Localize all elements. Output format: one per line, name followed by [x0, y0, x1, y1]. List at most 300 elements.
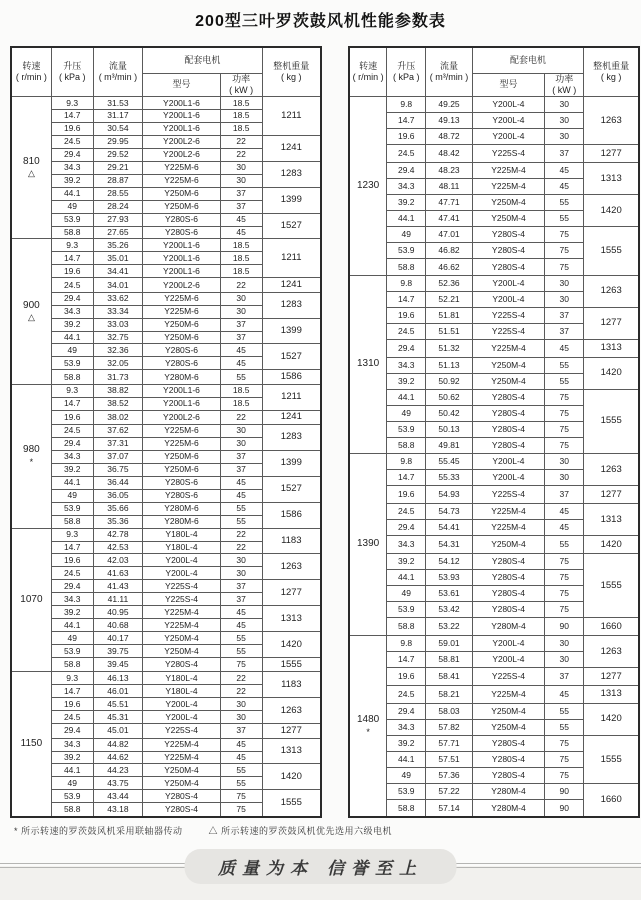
model-cell: Y225M-4: [472, 163, 545, 179]
power-cell: 18.5: [220, 252, 262, 265]
pressure-cell: 14.7: [387, 470, 426, 486]
power-cell: 75: [545, 602, 584, 618]
power-cell: 30: [220, 174, 262, 187]
power-cell: 30: [545, 113, 584, 129]
power-cell: 18.5: [220, 97, 262, 110]
flow-cell: 50.92: [426, 373, 472, 389]
model-cell: Y280S-4: [472, 735, 545, 751]
weight-cell: 1263: [262, 698, 321, 724]
model-cell: Y200L-4: [472, 275, 545, 291]
pressure-cell: 34.3: [387, 719, 426, 735]
weight-cell: 1555: [584, 554, 639, 618]
model-cell: Y280S-4: [472, 259, 545, 275]
power-cell: 45: [545, 339, 584, 357]
table-row: [11, 370, 321, 384]
model-cell: Y225M-6: [143, 424, 221, 437]
model-cell: Y280M-6: [143, 502, 221, 515]
model-cell: Y280M-6: [143, 515, 221, 528]
pressure-cell: 29.4: [51, 437, 93, 450]
power-cell: 45: [220, 489, 262, 502]
flow-cell: 41.43: [93, 580, 143, 593]
table-row: [349, 686, 639, 704]
weight-cell: 1313: [262, 738, 321, 764]
power-cell: 55: [220, 645, 262, 658]
model-cell: Y180L-4: [143, 541, 221, 554]
power-cell: 45: [220, 357, 262, 370]
weight-cell: 1420: [584, 357, 639, 389]
flow-cell: 57.51: [426, 752, 472, 768]
power-cell: 22: [220, 685, 262, 698]
flow-cell: 55.33: [426, 470, 472, 486]
flow-cell: 51.81: [426, 307, 472, 323]
model-cell: Y225S-4: [143, 724, 221, 738]
weight-cell: 1263: [584, 636, 639, 668]
power-cell: 75: [545, 752, 584, 768]
power-cell: 45: [545, 163, 584, 179]
model-cell: Y250M-6: [143, 318, 221, 331]
flow-cell: 53.61: [426, 586, 472, 602]
pressure-cell: 53.9: [51, 357, 93, 370]
model-cell: Y225S-4: [472, 668, 545, 686]
pressure-cell: 58.8: [387, 618, 426, 636]
power-cell: 55: [220, 370, 262, 384]
weight-cell: 1527: [262, 344, 321, 370]
pressure-cell: 19.6: [387, 307, 426, 323]
table-row: [11, 187, 321, 200]
flow-cell: 39.45: [93, 658, 143, 672]
weight-cell: 1586: [262, 370, 321, 384]
flow-cell: 57.71: [426, 735, 472, 751]
model-cell: Y225M-4: [143, 606, 221, 619]
flow-cell: 38.02: [93, 410, 143, 424]
weight-cell: 1527: [262, 476, 321, 502]
pressure-cell: 44.1: [51, 619, 93, 632]
table-row: [349, 454, 639, 470]
model-cell: Y280M-4: [472, 800, 545, 817]
table-row: [349, 357, 639, 373]
table-row: [11, 658, 321, 672]
model-cell: Y250M-4: [143, 777, 221, 790]
flow-cell: 44.62: [93, 751, 143, 764]
pressure-cell: 58.8: [387, 259, 426, 275]
flow-cell: 50.13: [426, 421, 472, 437]
power-cell: 75: [545, 438, 584, 454]
power-cell: 75: [545, 405, 584, 421]
pressure-cell: 34.3: [51, 593, 93, 606]
pressure-cell: 19.6: [387, 486, 426, 504]
pressure-cell: 53.9: [51, 213, 93, 226]
pressure-cell: 9.3: [51, 528, 93, 541]
table-row: [11, 424, 321, 437]
pressure-cell: 39.2: [387, 554, 426, 570]
table-row: [11, 292, 321, 305]
flow-cell: 47.41: [426, 211, 472, 227]
pressure-cell: 9.3: [51, 384, 93, 397]
flow-cell: 51.32: [426, 339, 472, 357]
pressure-cell: 58.8: [51, 226, 93, 239]
flow-cell: 54.31: [426, 536, 472, 554]
pressure-cell: 29.4: [387, 520, 426, 536]
power-cell: 75: [545, 735, 584, 751]
flow-cell: 57.82: [426, 719, 472, 735]
model-cell: Y280S-4: [472, 570, 545, 586]
model-cell: Y250M-4: [143, 632, 221, 645]
model-cell: Y280M-6: [143, 370, 221, 384]
power-cell: 22: [220, 278, 262, 292]
table-row: [349, 97, 639, 113]
pressure-cell: 44.1: [387, 389, 426, 405]
weight-cell: 1555: [584, 389, 639, 453]
model-cell: Y225M-4: [472, 520, 545, 536]
power-cell: 45: [220, 738, 262, 751]
flow-cell: 36.05: [93, 489, 143, 502]
power-cell: 30: [220, 567, 262, 580]
model-cell: Y280S-4: [472, 227, 545, 243]
flow-cell: 31.17: [93, 109, 143, 122]
weight-cell: 1277: [584, 145, 639, 163]
pressure-cell: 44.1: [387, 570, 426, 586]
power-cell: 30: [545, 636, 584, 652]
power-cell: 30: [545, 454, 584, 470]
weight-cell: 1283: [262, 424, 321, 450]
pressure-cell: 9.8: [387, 636, 426, 652]
power-cell: 37: [220, 724, 262, 738]
power-cell: 22: [220, 541, 262, 554]
weight-cell: 1420: [584, 703, 639, 735]
flow-cell: 35.26: [93, 239, 143, 252]
power-cell: 55: [220, 777, 262, 790]
pressure-cell: 14.7: [51, 252, 93, 265]
model-cell: Y225M-4: [472, 504, 545, 520]
flow-cell: 29.95: [93, 135, 143, 148]
weight-cell: 1399: [262, 450, 321, 476]
table-row: [11, 790, 321, 803]
model-cell: Y225M-6: [143, 305, 221, 318]
power-cell: 90: [545, 618, 584, 636]
model-cell: Y225M-6: [143, 437, 221, 450]
power-cell: 22: [220, 148, 262, 161]
col-header-weight: 整机重量 ( kg ): [584, 47, 639, 97]
power-cell: 55: [220, 502, 262, 515]
power-cell: 30: [220, 437, 262, 450]
table-row: [349, 339, 639, 357]
table-row: [11, 606, 321, 619]
power-cell: 30: [220, 292, 262, 305]
model-cell: Y225S-4: [143, 580, 221, 593]
power-cell: 22: [220, 410, 262, 424]
flow-cell: 40.68: [93, 619, 143, 632]
pressure-cell: 14.7: [387, 113, 426, 129]
flow-cell: 46.82: [426, 243, 472, 259]
pressure-cell: 24.5: [51, 424, 93, 437]
pressure-cell: 34.3: [51, 161, 93, 174]
model-cell: Y225M-6: [143, 174, 221, 187]
model-cell: Y200L-4: [472, 470, 545, 486]
pressure-cell: 53.9: [387, 421, 426, 437]
pressure-cell: 9.3: [51, 672, 93, 685]
weight-cell: 1283: [262, 161, 321, 187]
model-cell: Y225S-4: [472, 486, 545, 504]
col-header-pressure: 升压 ( kPa ): [51, 47, 93, 97]
model-cell: Y225S-4: [143, 593, 221, 606]
pressure-cell: 34.3: [51, 305, 93, 318]
model-cell: Y225M-4: [472, 686, 545, 704]
weight-cell: 1183: [262, 672, 321, 698]
flow-cell: 58.41: [426, 668, 472, 686]
model-cell: Y200L2-6: [143, 135, 221, 148]
flow-cell: 28.55: [93, 187, 143, 200]
model-cell: Y200L1-6: [143, 397, 221, 410]
weight-cell: 1313: [584, 163, 639, 195]
power-cell: 37: [220, 463, 262, 476]
flow-cell: 37.62: [93, 424, 143, 437]
performance-table-left: [10, 46, 322, 818]
flow-cell: 36.44: [93, 476, 143, 489]
pressure-cell: 19.6: [51, 122, 93, 135]
flow-cell: 58.21: [426, 686, 472, 704]
speed-cell: 810 △: [11, 97, 51, 239]
power-cell: 75: [220, 803, 262, 817]
power-cell: 75: [545, 586, 584, 602]
power-cell: 30: [545, 652, 584, 668]
power-cell: 55: [545, 211, 584, 227]
flow-cell: 29.21: [93, 161, 143, 174]
power-cell: 37: [545, 145, 584, 163]
power-cell: 18.5: [220, 265, 262, 278]
pressure-cell: 58.8: [51, 803, 93, 817]
weight-cell: 1586: [262, 502, 321, 528]
speed-cell: 1070: [11, 528, 51, 672]
pressure-cell: 9.3: [51, 97, 93, 110]
pressure-cell: 49: [51, 777, 93, 790]
model-cell: Y225M-4: [143, 738, 221, 751]
flow-cell: 32.75: [93, 331, 143, 344]
model-cell: Y200L1-6: [143, 239, 221, 252]
power-cell: 45: [545, 179, 584, 195]
power-cell: 75: [545, 421, 584, 437]
power-cell: 45: [545, 520, 584, 536]
flow-cell: 40.95: [93, 606, 143, 619]
model-cell: Y280S-4: [472, 389, 545, 405]
flow-cell: 53.22: [426, 618, 472, 636]
col-header-model: 型号: [143, 73, 221, 97]
weight-cell: 1527: [262, 213, 321, 239]
model-cell: Y250M-6: [143, 463, 221, 476]
speed-cell: 1310: [349, 275, 387, 454]
weight-cell: 1555: [262, 658, 321, 672]
model-cell: Y280S-4: [472, 421, 545, 437]
power-cell: 55: [545, 703, 584, 719]
power-cell: 45: [220, 226, 262, 239]
weight-cell: 1277: [262, 580, 321, 606]
pressure-cell: 19.6: [387, 668, 426, 686]
table-row: [11, 344, 321, 357]
weight-cell: 1313: [584, 686, 639, 704]
table-row: [11, 410, 321, 424]
col-header-speed: 转速 ( r/min ): [11, 47, 51, 97]
weight-cell: 1555: [584, 735, 639, 783]
flow-cell: 33.03: [93, 318, 143, 331]
pressure-cell: 58.8: [387, 800, 426, 817]
flow-cell: 45.51: [93, 698, 143, 711]
pressure-cell: 24.5: [51, 135, 93, 148]
flow-cell: 48.72: [426, 129, 472, 145]
weight-cell: 1277: [584, 486, 639, 504]
table-row: [11, 698, 321, 711]
col-header-pressure: 升压 ( kPa ): [387, 47, 426, 97]
flow-cell: 54.73: [426, 504, 472, 520]
flow-cell: 47.71: [426, 195, 472, 211]
pressure-cell: 14.7: [51, 541, 93, 554]
power-cell: 37: [220, 450, 262, 463]
power-cell: 30: [545, 97, 584, 113]
col-header-speed: 转速 ( r/min ): [349, 47, 387, 97]
flow-cell: 54.93: [426, 486, 472, 504]
power-cell: 45: [220, 213, 262, 226]
model-cell: Y225M-4: [143, 751, 221, 764]
flow-cell: 39.75: [93, 645, 143, 658]
pressure-cell: 24.5: [51, 711, 93, 724]
table-row: [349, 275, 639, 291]
pressure-cell: 53.9: [387, 784, 426, 800]
pressure-cell: 49: [387, 405, 426, 421]
flow-cell: 55.45: [426, 454, 472, 470]
power-cell: 22: [220, 528, 262, 541]
flow-cell: 37.31: [93, 437, 143, 450]
pressure-cell: 9.8: [387, 97, 426, 113]
flow-cell: 29.52: [93, 148, 143, 161]
model-cell: Y250M-6: [143, 331, 221, 344]
flow-cell: 37.07: [93, 450, 143, 463]
power-cell: 30: [220, 711, 262, 724]
model-cell: Y225S-4: [472, 323, 545, 339]
flow-cell: 35.01: [93, 252, 143, 265]
model-cell: Y200L1-6: [143, 97, 221, 110]
table-row: [349, 735, 639, 751]
table-row: [349, 618, 639, 636]
model-cell: Y180L-4: [143, 672, 221, 685]
power-cell: 55: [220, 764, 262, 777]
pressure-cell: 49: [51, 200, 93, 213]
pressure-cell: 44.1: [387, 211, 426, 227]
model-cell: Y280S-4: [143, 803, 221, 817]
table-row: [11, 278, 321, 292]
col-header-motor: 配套电机: [472, 47, 584, 73]
flow-cell: 48.42: [426, 145, 472, 163]
flow-cell: 38.82: [93, 384, 143, 397]
pressure-cell: 58.8: [51, 515, 93, 528]
table-row: [11, 318, 321, 331]
power-cell: 75: [545, 259, 584, 275]
power-cell: 45: [220, 606, 262, 619]
table-row: [349, 227, 639, 243]
flow-cell: 44.82: [93, 738, 143, 751]
model-cell: Y250M-6: [143, 200, 221, 213]
model-cell: Y225M-4: [143, 619, 221, 632]
pressure-cell: 44.1: [51, 331, 93, 344]
weight-cell: 1283: [262, 292, 321, 318]
pressure-cell: 24.5: [387, 504, 426, 520]
table-row: [11, 580, 321, 593]
flow-cell: 46.01: [93, 685, 143, 698]
speed-cell: 980 *: [11, 384, 51, 528]
pressure-cell: 14.7: [387, 291, 426, 307]
model-cell: Y250M-4: [472, 211, 545, 227]
model-cell: Y250M-4: [143, 645, 221, 658]
weight-cell: 1277: [584, 668, 639, 686]
flow-cell: 52.36: [426, 275, 472, 291]
flow-cell: 44.23: [93, 764, 143, 777]
power-cell: 75: [545, 554, 584, 570]
power-cell: 30: [220, 424, 262, 437]
model-cell: Y250M-4: [472, 536, 545, 554]
flow-cell: 35.36: [93, 515, 143, 528]
table-row: [11, 632, 321, 645]
power-cell: 90: [545, 800, 584, 817]
pressure-cell: 34.3: [387, 179, 426, 195]
speed-cell: 1390: [349, 454, 387, 636]
pressure-cell: 39.2: [387, 195, 426, 211]
quality-banner: [0, 848, 641, 882]
weight-cell: 1211: [262, 97, 321, 136]
col-header-weight: 整机重量 ( kg ): [262, 47, 321, 97]
table-row: [11, 97, 321, 110]
model-cell: Y225M-4: [472, 339, 545, 357]
flow-cell: 33.62: [93, 292, 143, 305]
pressure-cell: 58.8: [51, 658, 93, 672]
table-row: [11, 476, 321, 489]
power-cell: 18.5: [220, 109, 262, 122]
col-header-flow: 流量 ( m³/min ): [426, 47, 472, 97]
pressure-cell: 29.4: [51, 724, 93, 738]
flow-cell: 27.93: [93, 213, 143, 226]
flow-cell: 58.81: [426, 652, 472, 668]
power-cell: 22: [220, 672, 262, 685]
flow-cell: 34.01: [93, 278, 143, 292]
weight-cell: 1420: [262, 764, 321, 790]
weight-cell: 1420: [262, 632, 321, 658]
flow-cell: 50.62: [426, 389, 472, 405]
flow-cell: 58.03: [426, 703, 472, 719]
flow-cell: 40.17: [93, 632, 143, 645]
pressure-cell: 49: [387, 227, 426, 243]
model-cell: Y280S-6: [143, 476, 221, 489]
power-cell: 55: [545, 373, 584, 389]
flow-cell: 57.22: [426, 784, 472, 800]
model-cell: Y280S-4: [472, 586, 545, 602]
model-cell: Y280S-6: [143, 226, 221, 239]
model-cell: Y200L-4: [472, 113, 545, 129]
flow-cell: 59.01: [426, 636, 472, 652]
speed-cell: 900 △: [11, 239, 51, 384]
pressure-cell: 29.4: [387, 703, 426, 719]
power-cell: 75: [545, 243, 584, 259]
model-cell: Y250M-4: [472, 719, 545, 735]
power-cell: 37: [220, 580, 262, 593]
table-row: [11, 239, 321, 252]
parameter-table: [348, 46, 640, 818]
model-cell: Y280S-4: [472, 243, 545, 259]
model-cell: Y200L-4: [472, 291, 545, 307]
table-row: [11, 213, 321, 226]
model-cell: Y200L-4: [472, 454, 545, 470]
pressure-cell: 9.8: [387, 454, 426, 470]
pressure-cell: 34.3: [387, 357, 426, 373]
model-cell: Y250M-6: [143, 187, 221, 200]
table-row: [349, 195, 639, 211]
weight-cell: 1211: [262, 239, 321, 278]
col-header-flow: 流量 ( m³/min ): [93, 47, 143, 97]
